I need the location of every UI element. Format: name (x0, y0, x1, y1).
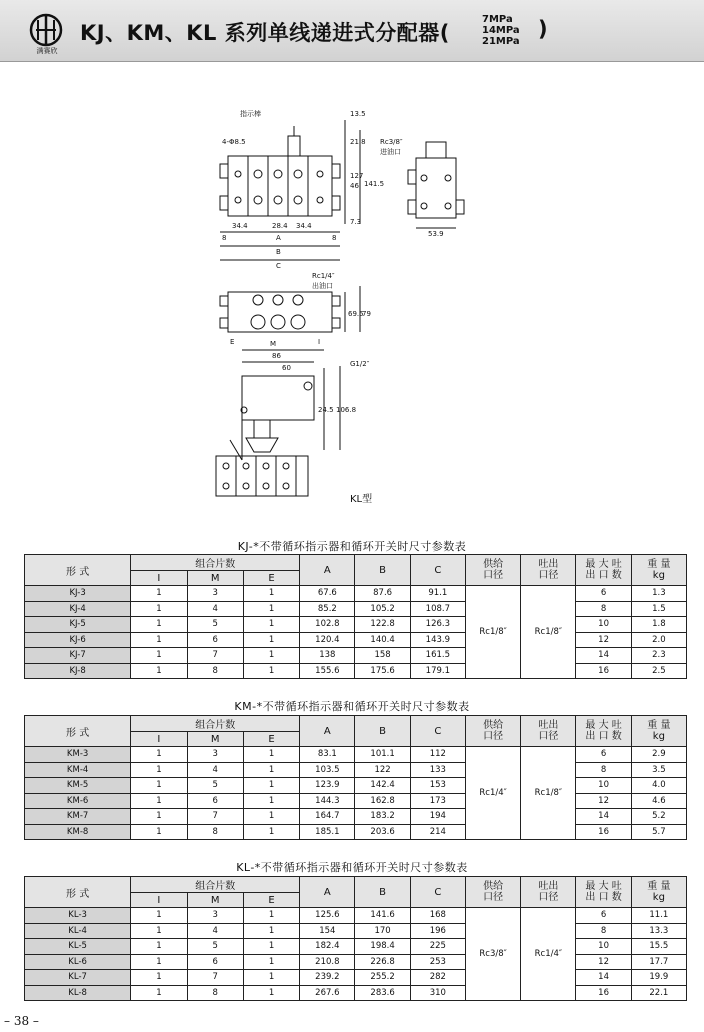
dim-69-5: 69.5 (348, 310, 364, 318)
cell-i: 1 (131, 824, 187, 840)
cell-c: 194 (410, 809, 465, 825)
cell-a: 155.6 (300, 663, 355, 679)
cell-e: 1 (243, 778, 299, 794)
cell-c: 126.3 (410, 617, 465, 633)
table-row (25, 778, 687, 794)
header-inlet-size (465, 555, 520, 586)
dim-24-5: 24.5 (318, 406, 334, 414)
model-cell: KM-3 (25, 747, 131, 763)
weight-cell: 2.5 (631, 663, 686, 679)
header-inlet-size (465, 716, 520, 747)
dim-79: 79 (362, 310, 371, 318)
cell-e: 1 (243, 648, 299, 664)
cell-c: 153 (410, 778, 465, 794)
model-cell: KL-4 (25, 923, 131, 939)
table-row (25, 908, 687, 924)
cell-m: 4 (187, 601, 243, 617)
header-max-outlets-line2: 出 口 数 (585, 892, 622, 903)
header-inlet-size-line1: 供给 (483, 559, 504, 570)
max-outlets-cell: 16 (576, 663, 631, 679)
cell-e: 1 (243, 601, 299, 617)
cell-b: 255.2 (355, 970, 410, 986)
max-outlets-cell: 8 (576, 601, 631, 617)
header-piece-e: E (243, 732, 299, 747)
cell-m: 8 (187, 663, 243, 679)
technical-drawing (200, 100, 490, 520)
cell-b: 283.6 (355, 985, 410, 1001)
cell-e: 1 (243, 985, 299, 1001)
inlet-size-cell: Rc1/4″ (465, 747, 520, 840)
cell-e: 1 (243, 908, 299, 924)
table-row (25, 762, 687, 778)
header-inlet-size (465, 877, 520, 908)
dim-13-5: 13.5 (350, 110, 366, 118)
max-outlets-cell: 8 (576, 762, 631, 778)
cell-i: 1 (131, 809, 187, 825)
header-c: C (410, 555, 465, 586)
header-inlet-size-line1: 供给 (483, 720, 504, 731)
cell-i: 1 (131, 939, 187, 955)
header-pieces: 组合片数 (131, 877, 300, 893)
cell-m: 6 (187, 632, 243, 648)
cell-b: 141.6 (355, 908, 410, 924)
cell-i: 1 (131, 663, 187, 679)
cell-a: 239.2 (300, 970, 355, 986)
pressure-14: 14MPa (482, 25, 520, 36)
cell-i: 1 (131, 632, 187, 648)
cell-a: 103.5 (300, 762, 355, 778)
label-outlet-port: Rc1/4″ (312, 272, 335, 280)
weight-cell: 13.3 (631, 923, 686, 939)
title-close-paren: ) (538, 17, 548, 41)
table-caption-kl: KL-*不带循环指示器和循环开关时尺寸参数表 (236, 861, 468, 874)
cell-a: 85.2 (300, 601, 355, 617)
cell-b: 142.4 (355, 778, 410, 794)
cell-m: 6 (187, 954, 243, 970)
cell-c: 108.7 (410, 601, 465, 617)
header-outlet-size (521, 877, 576, 908)
cell-a: 267.6 (300, 985, 355, 1001)
cell-a: 154 (300, 923, 355, 939)
cell-i: 1 (131, 970, 187, 986)
cell-m: 8 (187, 985, 243, 1001)
table-row (25, 954, 687, 970)
label-outlet: 出油口 (312, 282, 333, 290)
cell-e: 1 (243, 939, 299, 955)
cell-b: 183.2 (355, 809, 410, 825)
max-outlets-cell: 8 (576, 923, 631, 939)
header-piece-m: M (187, 571, 243, 586)
table-row (25, 985, 687, 1001)
table-row (25, 601, 687, 617)
model-cell: KM-7 (25, 809, 131, 825)
header-model: 形 式 (25, 555, 131, 586)
header-outlet-size-line2: 口径 (538, 892, 559, 903)
cell-i: 1 (131, 617, 187, 633)
cell-e: 1 (243, 793, 299, 809)
dim-86: 86 (272, 352, 281, 360)
table-row (25, 632, 687, 648)
weight-cell: 2.0 (631, 632, 686, 648)
header-c: C (410, 877, 465, 908)
header-c: C (410, 716, 465, 747)
weight-cell: 3.5 (631, 762, 686, 778)
page-number: – 38 – (4, 1014, 39, 1028)
cell-i: 1 (131, 985, 187, 1001)
header-weight (631, 555, 686, 586)
cell-b: 122 (355, 762, 410, 778)
cell-m: 5 (187, 939, 243, 955)
max-outlets-cell: 14 (576, 809, 631, 825)
cell-m: 8 (187, 824, 243, 840)
cell-a: 67.6 (300, 586, 355, 602)
header-model: 形 式 (25, 716, 131, 747)
dim-46: 46 (350, 182, 359, 190)
cell-b: 170 (355, 923, 410, 939)
weight-cell: 2.3 (631, 648, 686, 664)
cell-c: 214 (410, 824, 465, 840)
label-indicator: 指示棒 (240, 110, 261, 118)
spec-table-kl (24, 876, 687, 1001)
header-max-outlets-line2: 出 口 数 (585, 731, 622, 742)
side-view (408, 142, 464, 228)
dim-53-9: 53.9 (428, 230, 444, 238)
label-E: E (230, 338, 235, 346)
cell-m: 3 (187, 747, 243, 763)
cell-c: 225 (410, 939, 465, 955)
cell-i: 1 (131, 954, 187, 970)
dim-127: 127 (350, 172, 364, 180)
cell-e: 1 (243, 617, 299, 633)
cell-b: 162.8 (355, 793, 410, 809)
inlet-size-cell: Rc3/8″ (465, 908, 520, 1001)
dim-A: A (276, 234, 281, 242)
outlet-size-cell: Rc1/8″ (521, 747, 576, 840)
weight-cell: 17.7 (631, 954, 686, 970)
weight-cell: 1.5 (631, 601, 686, 617)
table-row (25, 617, 687, 633)
header-max-outlets (576, 555, 631, 586)
max-outlets-cell: 6 (576, 908, 631, 924)
cell-a: 102.8 (300, 617, 355, 633)
model-cell: KJ-7 (25, 648, 131, 664)
cell-c: 168 (410, 908, 465, 924)
weight-cell: 11.1 (631, 908, 686, 924)
cell-i: 1 (131, 778, 187, 794)
header-max-outlets-line1: 最 大 吐 (585, 720, 622, 731)
header-weight-line1: 重 量 (647, 559, 671, 570)
header-piece-e: E (243, 571, 299, 586)
cell-e: 1 (243, 824, 299, 840)
header-weight (631, 877, 686, 908)
cell-m: 7 (187, 970, 243, 986)
cell-a: 210.8 (300, 954, 355, 970)
header-piece-m: M (187, 732, 243, 747)
dim-21-8: 21.8 (350, 138, 366, 146)
table-row (25, 923, 687, 939)
cell-m: 7 (187, 648, 243, 664)
dim-8-right: 8 (332, 234, 337, 242)
header-b: B (355, 877, 410, 908)
header-inlet-size-line2: 口径 (483, 570, 504, 581)
max-outlets-cell: 16 (576, 985, 631, 1001)
cell-i: 1 (131, 747, 187, 763)
label-oil-port: G1/2″ (350, 360, 370, 368)
header-weight (631, 716, 686, 747)
header-max-outlets-line1: 最 大 吐 (585, 881, 622, 892)
cell-i: 1 (131, 762, 187, 778)
cell-b: 226.8 (355, 954, 410, 970)
cell-e: 1 (243, 747, 299, 763)
pressure-21: 21MPa (482, 36, 520, 47)
label-holes: 4-Φ8.5 (222, 138, 246, 146)
cell-c: 310 (410, 985, 465, 1001)
cell-e: 1 (243, 954, 299, 970)
cell-c: 161.5 (410, 648, 465, 664)
header-b: B (355, 555, 410, 586)
cell-e: 1 (243, 923, 299, 939)
weight-cell: 4.6 (631, 793, 686, 809)
header-inlet-size-line2: 口径 (483, 892, 504, 903)
header-model: 形 式 (25, 877, 131, 908)
cell-b: 140.4 (355, 632, 410, 648)
weight-cell: 22.1 (631, 985, 686, 1001)
table-row (25, 747, 687, 763)
model-cell: KJ-5 (25, 617, 131, 633)
model-cell: KM-5 (25, 778, 131, 794)
header-a: A (300, 716, 355, 747)
table-row (25, 663, 687, 679)
model-cell: KL-5 (25, 939, 131, 955)
table-row (25, 824, 687, 840)
table-row (25, 809, 687, 825)
cell-m: 5 (187, 778, 243, 794)
model-cell: KM-4 (25, 762, 131, 778)
header-piece-i: I (131, 732, 187, 747)
cell-c: 282 (410, 970, 465, 986)
max-outlets-cell: 6 (576, 586, 631, 602)
dim-141-5: 141.5 (364, 180, 385, 188)
max-outlets-cell: 6 (576, 747, 631, 763)
header-outlet-size-line1: 吐出 (538, 881, 559, 892)
cell-a: 185.1 (300, 824, 355, 840)
header-max-outlets-line1: 最 大 吐 (585, 559, 622, 570)
cell-e: 1 (243, 632, 299, 648)
outlet-size-cell: Rc1/4″ (521, 908, 576, 1001)
kl-detail-view (216, 350, 340, 496)
header-b: B (355, 716, 410, 747)
cell-m: 3 (187, 908, 243, 924)
cell-a: 123.9 (300, 778, 355, 794)
spec-table-kj (24, 554, 687, 679)
dim-34-4-left: 34.4 (232, 222, 248, 230)
inlet-size-cell: Rc1/8″ (465, 586, 520, 679)
cell-b: 175.6 (355, 663, 410, 679)
label-inlet: 进油口 (380, 148, 401, 156)
model-cell: KL-6 (25, 954, 131, 970)
cell-m: 7 (187, 809, 243, 825)
cell-a: 125.6 (300, 908, 355, 924)
max-outlets-cell: 12 (576, 793, 631, 809)
cell-m: 5 (187, 617, 243, 633)
cell-a: 182.4 (300, 939, 355, 955)
model-cell: KL-7 (25, 970, 131, 986)
cell-c: 143.9 (410, 632, 465, 648)
cell-c: 253 (410, 954, 465, 970)
weight-cell: 2.9 (631, 747, 686, 763)
weight-cell: 1.8 (631, 617, 686, 633)
header-pieces: 组合片数 (131, 555, 300, 571)
weight-cell: 19.9 (631, 970, 686, 986)
max-outlets-cell: 14 (576, 970, 631, 986)
cell-b: 101.1 (355, 747, 410, 763)
cell-c: 196 (410, 923, 465, 939)
max-outlets-cell: 14 (576, 648, 631, 664)
cell-e: 1 (243, 586, 299, 602)
table-row (25, 648, 687, 664)
weight-cell: 5.7 (631, 824, 686, 840)
spec-table-km (24, 715, 687, 840)
cell-b: 158 (355, 648, 410, 664)
cell-c: 173 (410, 793, 465, 809)
cell-m: 4 (187, 762, 243, 778)
header-inlet-size-line2: 口径 (483, 731, 504, 742)
weight-cell: 15.5 (631, 939, 686, 955)
table-caption-kj: KJ-*不带循环指示器和循环开关时尺寸参数表 (237, 540, 467, 553)
model-cell: KM-6 (25, 793, 131, 809)
pressure-ratings (482, 14, 520, 47)
header-a: A (300, 877, 355, 908)
header-outlet-size-line1: 吐出 (538, 559, 559, 570)
dim-8-left: 8 (222, 234, 227, 242)
model-cell: KJ-4 (25, 601, 131, 617)
header-outlet-size (521, 555, 576, 586)
page-header (0, 0, 704, 62)
cell-a: 144.3 (300, 793, 355, 809)
weight-cell: 5.2 (631, 809, 686, 825)
header-weight-line1: 重 量 (647, 720, 671, 731)
model-cell: KL-3 (25, 908, 131, 924)
cell-b: 87.6 (355, 586, 410, 602)
header-inlet-size-line1: 供给 (483, 881, 504, 892)
cell-b: 203.6 (355, 824, 410, 840)
cell-c: 179.1 (410, 663, 465, 679)
header-piece-e: E (243, 893, 299, 908)
model-cell: KL-8 (25, 985, 131, 1001)
cell-a: 138 (300, 648, 355, 664)
max-outlets-cell: 12 (576, 632, 631, 648)
logo-text: 满赛欣 (36, 47, 58, 55)
drawing-model-label: KL型 (350, 494, 373, 505)
model-cell: KJ-8 (25, 663, 131, 679)
pressure-7: 7MPa (482, 14, 513, 25)
cell-b: 198.4 (355, 939, 410, 955)
header-max-outlets-line2: 出 口 数 (585, 570, 622, 581)
dim-C: C (276, 262, 281, 270)
dim-60: 60 (282, 364, 291, 372)
max-outlets-cell: 10 (576, 939, 631, 955)
header-weight-line2: kg (652, 731, 665, 742)
header-weight-line1: 重 量 (647, 881, 671, 892)
table-caption-km: KM-*不带循环指示器和循环开关时尺寸参数表 (234, 700, 470, 713)
cell-c: 91.1 (410, 586, 465, 602)
model-cell: KM-8 (25, 824, 131, 840)
header-a: A (300, 555, 355, 586)
cell-e: 1 (243, 970, 299, 986)
max-outlets-cell: 12 (576, 954, 631, 970)
dim-7-3: 7.3 (350, 218, 362, 226)
header-max-outlets (576, 716, 631, 747)
model-cell: KJ-6 (25, 632, 131, 648)
cell-m: 6 (187, 793, 243, 809)
cell-b: 122.8 (355, 617, 410, 633)
label-I: I (318, 338, 321, 346)
table-row (25, 586, 687, 602)
cell-i: 1 (131, 601, 187, 617)
header-outlet-size-line2: 口径 (538, 731, 559, 742)
header-outlet-size (521, 716, 576, 747)
cell-e: 1 (243, 762, 299, 778)
cell-e: 1 (243, 663, 299, 679)
cell-a: 120.4 (300, 632, 355, 648)
header-piece-m: M (187, 893, 243, 908)
cell-m: 4 (187, 923, 243, 939)
header-outlet-size-line2: 口径 (538, 570, 559, 581)
max-outlets-cell: 10 (576, 617, 631, 633)
cell-c: 112 (410, 747, 465, 763)
weight-cell: 1.3 (631, 586, 686, 602)
cell-a: 164.7 (300, 809, 355, 825)
header-piece-i: I (131, 893, 187, 908)
top-view (220, 286, 360, 332)
header-max-outlets (576, 877, 631, 908)
dim-28-4: 28.4 (272, 222, 288, 230)
cell-i: 1 (131, 793, 187, 809)
max-outlets-cell: 10 (576, 778, 631, 794)
cell-c: 133 (410, 762, 465, 778)
cell-a: 83.1 (300, 747, 355, 763)
cell-m: 3 (187, 586, 243, 602)
label-inlet-port: Rc3/8″ (380, 138, 403, 146)
header-weight-line2: kg (652, 892, 665, 903)
weight-cell: 4.0 (631, 778, 686, 794)
cell-i: 1 (131, 908, 187, 924)
dim-B: B (276, 248, 281, 256)
outlet-size-cell: Rc1/8″ (521, 586, 576, 679)
cell-b: 105.2 (355, 601, 410, 617)
cell-i: 1 (131, 648, 187, 664)
table-row (25, 939, 687, 955)
table-row (25, 793, 687, 809)
header-outlet-size-line1: 吐出 (538, 720, 559, 731)
table-row (25, 970, 687, 986)
model-cell: KJ-3 (25, 586, 131, 602)
header-pieces: 组合片数 (131, 716, 300, 732)
header-piece-i: I (131, 571, 187, 586)
cell-i: 1 (131, 586, 187, 602)
cell-i: 1 (131, 923, 187, 939)
header-weight-line2: kg (652, 570, 665, 581)
dim-34-4-right: 34.4 (296, 222, 312, 230)
cell-e: 1 (243, 809, 299, 825)
label-M: M (270, 340, 277, 348)
max-outlets-cell: 16 (576, 824, 631, 840)
dim-106-8: 106.8 (336, 406, 357, 414)
page-title: KJ、KM、KL 系列单线递进式分配器( (80, 21, 450, 45)
